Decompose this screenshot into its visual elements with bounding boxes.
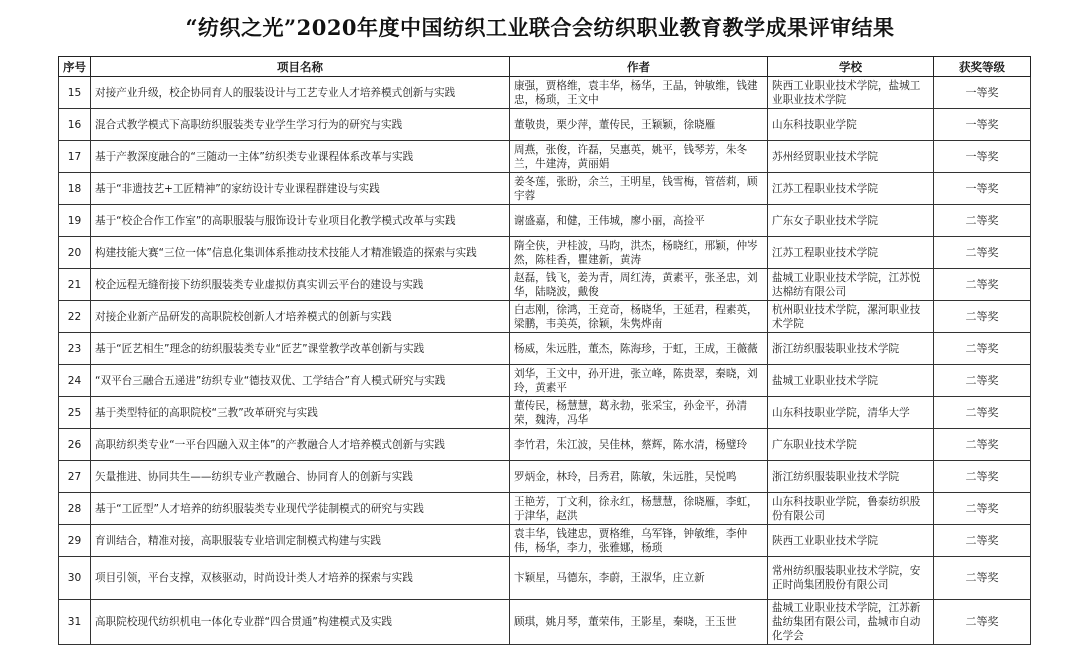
row-no: 28 [59,493,91,525]
row-school: 江苏工程职业技术学院 [768,173,934,205]
row-project-name: 高职院校现代纺织机电一体化专业群“四合贯通”构建模式及实践 [91,600,510,645]
row-project-name: 矢量推进、协同共生——纺织专业产教融合、协同育人的创新与实践 [91,461,510,493]
header-school: 学校 [768,57,934,77]
row-no: 19 [59,205,91,237]
table-row [59,205,1031,237]
row-school: 广东女子职业技术学院 [768,205,934,237]
row-authors: 袁丰华，钱建忠，贾格维，乌军锋，钟敏维，李仲伟，杨华，李力，张雅娜，杨琐 [510,525,768,557]
row-no: 22 [59,301,91,333]
row-authors: 李竹君，朱江波，吴佳林，蔡辉，陈水清，杨璧玲 [510,429,768,461]
row-no: 18 [59,173,91,205]
row-project-name: 基于“校企合作工作室”的高职服装与服饰设计专业项目化教学模式改革与实践 [91,205,510,237]
row-school: 陕西工业职业技术学院，盐城工业职业技术学院 [768,77,934,109]
row-award-level: 二等奖 [934,237,1031,269]
table-row [59,237,1031,269]
row-authors: 董传民，杨慧慧，葛永勃，张采宝，孙金平，孙清荣，魏涛，冯华 [510,397,768,429]
row-award-level: 一等奖 [934,173,1031,205]
table-row [59,333,1031,365]
row-school: 浙江纺织服装职业技术学院 [768,461,934,493]
row-award-level: 二等奖 [934,301,1031,333]
row-authors: 王艳芳，丁文利，徐永红，杨慧慧，徐晓雁，李虹，于津华，赵洪 [510,493,768,525]
row-school: 盐城工业职业技术学院，江苏悦达棉纺有限公司 [768,269,934,301]
table-row [59,173,1031,205]
row-authors: 顾琪，姚月琴，董荣伟，王影星，秦晓，王玉世 [510,600,768,645]
row-project-name: “双平台三融合五递进”纺织专业“德技双优、工学结合”育人模式研究与实践 [91,365,510,397]
row-authors: 周燕，张俊，许磊，吴惠英，姚平，钱琴芳，朱冬兰，牛建涛，黄丽娟 [510,141,768,173]
row-school: 盐城工业职业技术学院，江苏新盐纺集团有限公司，盐城市自动化学会 [768,600,934,645]
table-row [59,493,1031,525]
row-award-level: 二等奖 [934,429,1031,461]
row-authors: 赵磊，钱飞，姜为青，周红涛，黄素平，张圣忠，刘华，陆晓波，戴俊 [510,269,768,301]
table-row [59,301,1031,333]
row-no: 31 [59,600,91,645]
row-no: 24 [59,365,91,397]
row-no: 21 [59,269,91,301]
row-award-level: 二等奖 [934,493,1031,525]
row-project-name: 高职纺织类专业“一平台四融入双主体”的产教融合人才培养模式创新与实践 [91,429,510,461]
row-award-level: 二等奖 [934,557,1031,600]
row-school: 广东职业技术学院 [768,429,934,461]
row-award-level: 二等奖 [934,365,1031,397]
row-project-name: 基于产教深度融合的“三随动一主体”纺织类专业课程体系改革与实践 [91,141,510,173]
row-school: 苏州经贸职业技术学院 [768,141,934,173]
row-award-level: 二等奖 [934,525,1031,557]
row-award-level: 二等奖 [934,205,1031,237]
row-authors: 白志刚，徐鸿，王竞奇，杨晓华，王延君，程素英，梁鹏，韦美英，徐颖，朱隽烨南 [510,301,768,333]
page-title: “纺织之光”2020年度中国纺织工业联合会纺织职业教育教学成果评审结果 [185,15,895,40]
row-project-name: 基于类型特征的高职院校“三教”改革研究与实践 [91,397,510,429]
row-school: 江苏工程职业技术学院 [768,237,934,269]
header-authors: 作者 [510,57,768,77]
header-project-name: 项目名称 [91,57,510,77]
row-project-name: 构建技能大赛“三位一体”信息化集训体系推动技术技能人才精准锻造的探索与实践 [91,237,510,269]
row-award-level: 一等奖 [934,77,1031,109]
row-no: 23 [59,333,91,365]
row-school: 杭州职业技术学院，漯河职业技术学院 [768,301,934,333]
table-row [59,600,1031,645]
row-authors: 刘华，王文中，孙开进，张立峰，陈贵翠，秦晓，刘玲，黄素平 [510,365,768,397]
row-project-name: 基于“非遗技艺+工匠精神”的家纺设计专业课程群建设与实践 [91,173,510,205]
row-no: 25 [59,397,91,429]
row-authors: 隋全侠，尹桂波，马昀，洪杰，杨晓红，邢颖，仲岑然，陈桂香，瞿建新，黄涛 [510,237,768,269]
row-no: 17 [59,141,91,173]
row-award-level: 二等奖 [934,333,1031,365]
row-no: 27 [59,461,91,493]
row-school: 山东科技职业学院 [768,109,934,141]
header-no: 序号 [59,57,91,77]
row-school: 陕西工业职业技术学院 [768,525,934,557]
table-row [59,397,1031,429]
table-row [59,429,1031,461]
row-project-name: 对接产业升级，校企协同育人的服装设计与工艺专业人才培养模式创新与实践 [91,77,510,109]
row-authors: 姜冬莲，张盼，余兰，王明星，钱雪梅，管蓓莉，顾宇蓉 [510,173,768,205]
row-project-name: 基于“匠艺相生”理念的纺织服装类专业“匠艺”课堂教学改革创新与实践 [91,333,510,365]
table-header-row [59,57,1031,77]
row-authors: 罗炳金，林玲，吕秀君，陈敏，朱远胜，吴悦鸣 [510,461,768,493]
row-school: 山东科技职业学院，清华大学 [768,397,934,429]
table-row [59,525,1031,557]
row-award-level: 二等奖 [934,461,1031,493]
results-table [58,56,1031,645]
table-row [59,141,1031,173]
row-award-level: 二等奖 [934,269,1031,301]
table-row [59,365,1031,397]
row-school: 盐城工业职业技术学院 [768,365,934,397]
row-project-name: 基于“工匠型”人才培养的纺织服装类专业现代学徒制模式的研究与实践 [91,493,510,525]
row-no: 20 [59,237,91,269]
row-no: 16 [59,109,91,141]
row-project-name: 混合式教学模式下高职纺织服装类专业学生学习行为的研究与实践 [91,109,510,141]
table-row [59,557,1031,600]
row-no: 30 [59,557,91,600]
row-award-level: 一等奖 [934,109,1031,141]
row-authors: 卞颖星，马德东，李蔚，王淑华，庄立新 [510,557,768,600]
row-school: 常州纺织服装职业技术学院，安正时尚集团股份有限公司 [768,557,934,600]
table-row [59,461,1031,493]
row-award-level: 二等奖 [934,600,1031,645]
row-school: 山东科技职业学院，鲁泰纺织股份有限公司 [768,493,934,525]
row-authors: 杨威，朱远胜，董杰，陈海珍，于虹，王成，王薇薇 [510,333,768,365]
row-no: 26 [59,429,91,461]
table-row [59,77,1031,109]
row-authors: 董敬贵，栗少萍，董传民，王颖颖，徐晓雁 [510,109,768,141]
row-authors: 谢盛嘉，和健，王伟城，廖小丽，高捡平 [510,205,768,237]
row-project-name: 对接企业新产品研发的高职院校创新人才培养模式的创新与实践 [91,301,510,333]
table-row [59,269,1031,301]
row-project-name: 校企远程无缝衔接下纺织服装类专业虚拟仿真实训云平台的建设与实践 [91,269,510,301]
row-school: 浙江纺织服装职业技术学院 [768,333,934,365]
row-award-level: 一等奖 [934,141,1031,173]
header-award-level: 获奖等级 [934,57,1031,77]
row-authors: 康强，贾格维，袁丰华，杨华，王晶，钟敏维，钱建忠，杨琐，王文中 [510,77,768,109]
row-no: 29 [59,525,91,557]
row-project-name: 育训结合，精准对接，高职服装专业培训定制模式构建与实践 [91,525,510,557]
row-no: 15 [59,77,91,109]
row-award-level: 二等奖 [934,397,1031,429]
row-project-name: 项目引领，平台支撑，双核驱动，时尚设计类人才培养的探索与实践 [91,557,510,600]
table-row [59,109,1031,141]
